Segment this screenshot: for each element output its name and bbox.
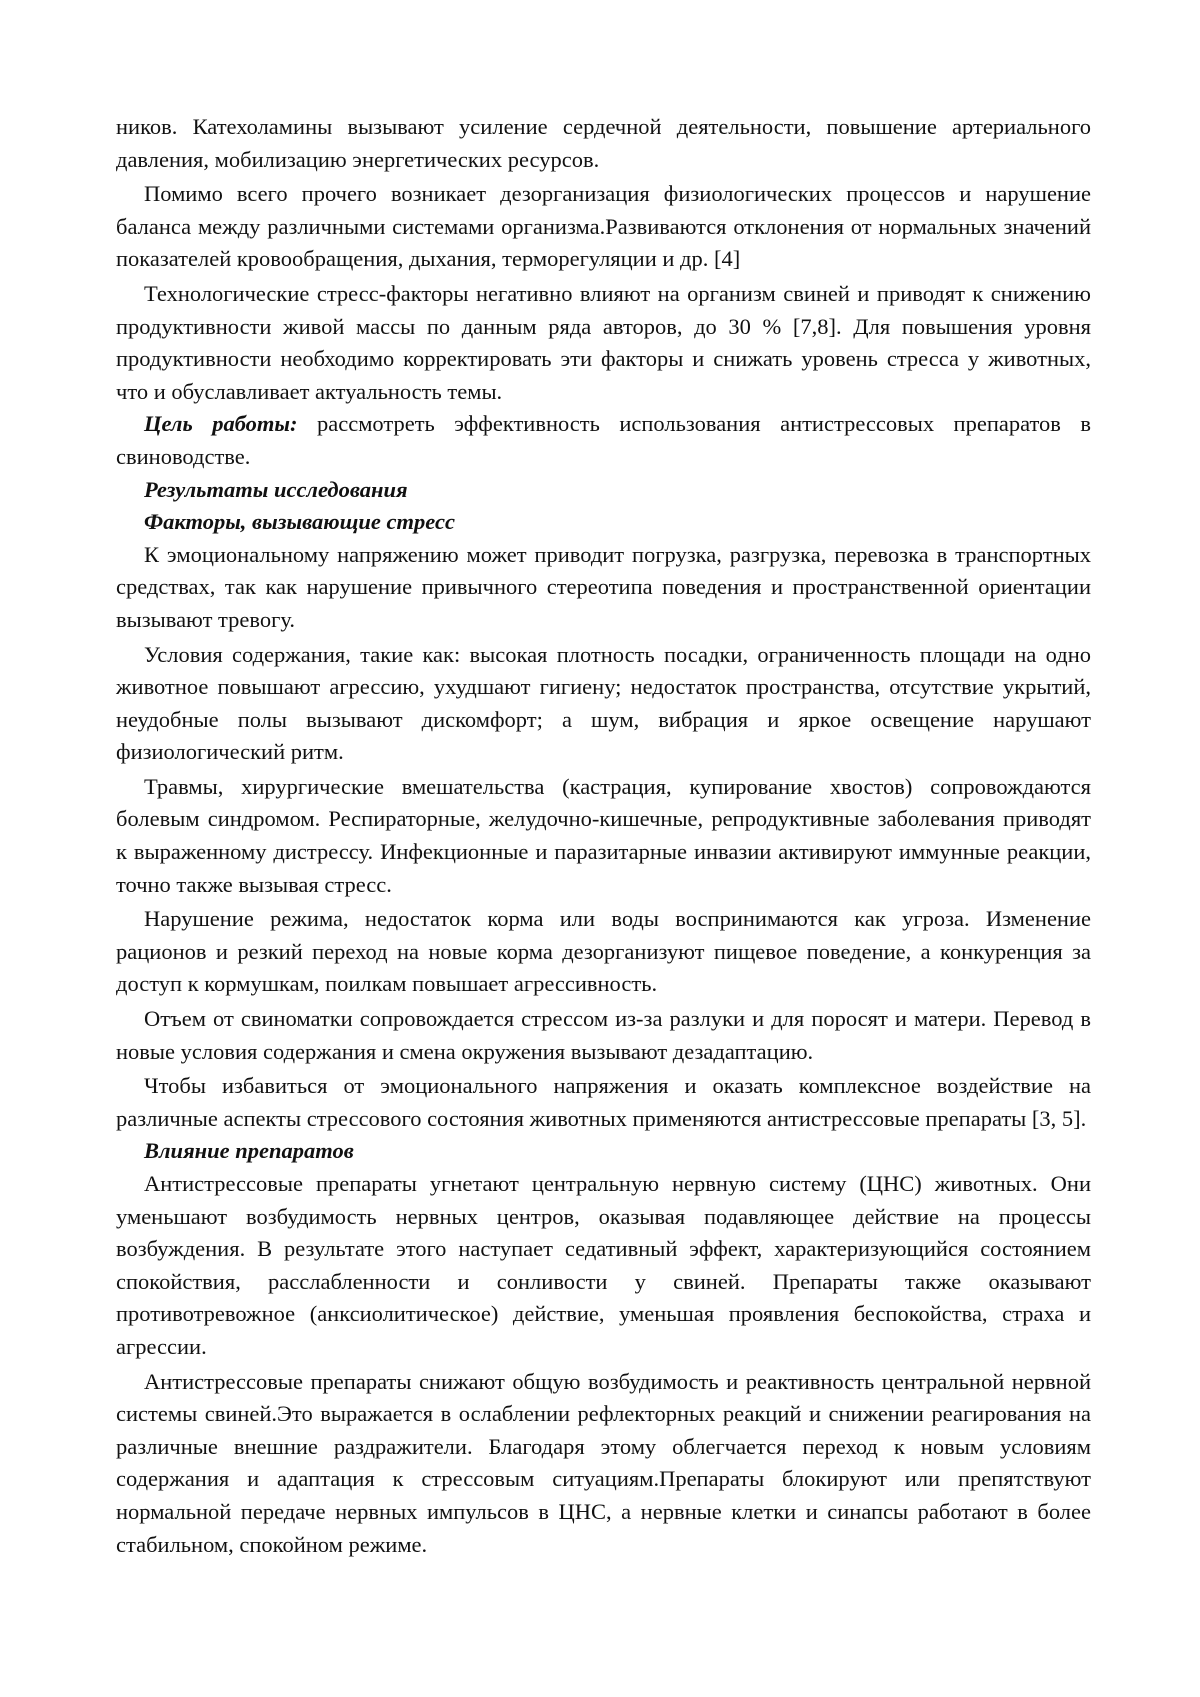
heading-factors: Факторы, вызывающие стресс (144, 509, 455, 535)
paragraph-cns-suppression: Антистрессовые препараты угнетают центральную нервную систему (ЦНС) животных. Они уменьшают возбудимость нервных центров, оказывая подавляющее действие на процессы возбуждения. В результате этого наступает седативный эффект, характеризующийся состоянием спокойствия, расслабленности и сонливости у свиней. Препараты также оказывают противотревожное (анксиолитическое) действие, уменьшая проявления беспокойства, страха и агрессии. (116, 1171, 1091, 1359)
heading-results: Результаты исследования (144, 476, 408, 502)
paragraph-disorganization: Помимо всего прочего возникает дезорганизация физиологических процессов и нарушение баланса между различными системами организма.Развиваются отклонения от нормальных значений показателей кровообращения, дыхания, терморегуляции и др. [4] (116, 181, 1091, 272)
paragraph-feeding-regime: Нарушение режима, недостаток корма или воды воспринимаются как угроза. Изменение рационов и резкий переход на новые корма дезорганизуют пищевое поведение, а конкуренция за доступ к кормушкам, поилкам повышает агрессивность. (116, 906, 1091, 997)
paragraph-weaning: Отъем от свиноматки сопровождается стрессом из-за разлуки и для поросят и матери. Перевод в новые условия содержания и смена окружения вызывают дезадаптацию. (116, 1006, 1091, 1064)
paragraph-reactivity: Антистрессовые препараты снижают общую возбудимость и реактивность центральной нервной системы свиней.Это выражается в ослаблении рефлекторных реакций и снижении реагирования на различные внешние раздражители. Благодаря этому облегчается переход к новым условиям содержания и адаптация к стрессовым ситуациям.Препараты блокируют или препятствуют нормальной передаче нервных импульсов в ЦНС, а нервные клетки и синапсы работают в более стабильном, спокойном режиме. (116, 1368, 1091, 1557)
paragraph-catecholamines: ников. Катехоламины вызывают усиление сердечной деятельности, повышение артериального давления, мобилизацию энергетических ресурсов. (116, 114, 1091, 172)
paragraph-antistress-application: Чтобы избавиться от эмоционального напряжения и оказать комплексное воздействие на различные аспекты стрессового состояния животных применяются антистрессовые препараты [3, 5]. (116, 1073, 1091, 1131)
paragraph-technological-factors: Технологические стресс-факторы негативно влияют на организм свиней и приводят к снижению продуктивности живой массы по данным ряда авторов, до 30 % [7,8]. Для повышения уровня продуктивности необходимо корректировать эти факторы и снижать уровень стресса у животных, что и обуславливает актуальность темы. (116, 280, 1091, 404)
paragraph-transport: К эмоциональному напряжению может приводит погрузка, разгрузка, перевозка в транспортных средствах, так как нарушение привычного стереотипа поведения и пространственной ориентации вызывают тревогу. (116, 541, 1091, 632)
document-page (116, 111, 1091, 1561)
heading-influence: Влияние препаратов (144, 1138, 354, 1164)
goal-label: Цель работы: (144, 411, 298, 437)
paragraph-housing-conditions: Условия содержания, такие как: высокая плотность посадки, ограниченность площади на одно животное повышают агрессию, ухудшают гигиену; недостаток пространства, отсутствие укрытий, неудобные полы вызывают дискомфорт; а шум, вибрация и яркое освещение нарушают физиологический ритм. (116, 641, 1091, 765)
goal-text: рассмотреть эффективность использования антистрессовых препаратов в свиноводстве. (116, 411, 1092, 469)
paragraph-goal (116, 408, 1091, 473)
paragraph-injuries: Травмы, хирургические вмешательства (кастрация, купирование хвостов) сопровождаются болевым синдромом. Респираторные, желудочно-кишечные, репродуктивные заболевания приводят к выраженному дистрессу. Инфекционные и паразитарные инвазии активируют иммунные реакции, точно также вызывая стресс. (116, 773, 1091, 897)
